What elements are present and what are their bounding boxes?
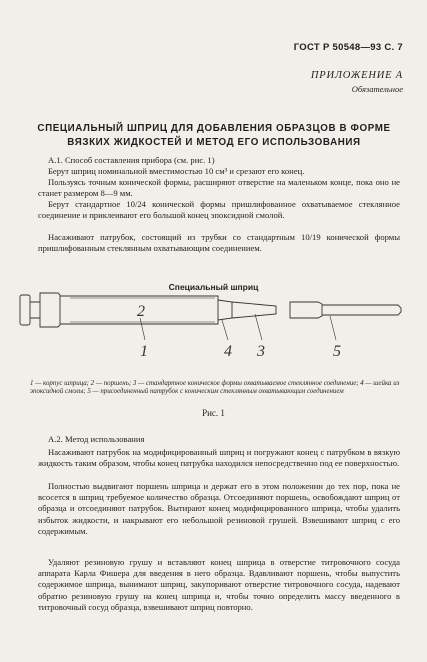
conical-joint-shape (232, 302, 276, 318)
section2-paragraph-3: Удаляют резиновую грушу и вставляют конец шприца в отверстие титровочного сосуда аппарата Карла Фишера для введения в него образца. Вдавливают поршень, чтобы выпустить содержимое шприца, вынимают шприц, закупоривают отверстие титровочного сосуда, надевают обратно резиновую грушу на конец шприца и, чтобы точно определить массу введенного в титровочный сосуд образца, взвешивают шприц повторно. (38, 557, 400, 612)
document-title: СПЕЦИАЛЬНЫЙ ШПРИЦ ДЛЯ ДОБАВЛЕНИЯ ОБРАЗЦОВ В ФОРМЕ ВЯЗКИХ ЖИДКОСТЕЙ И МЕТОД ЕГО ИСПОЛЬЗОВАНИЯ (37, 123, 391, 148)
section1-heading: А.1. Способ составления прибора (см. рис. 1) (48, 155, 215, 165)
figure-caption: 1 — корпус шприца; 2 — поршень; 3 — стандартное коническое формы охватываемое стеклянное соединение; 4 — шейка из эпоксидной смолы; 5 — присоединенный патрубок с коническим стеклянным охватывающим соединением (30, 380, 400, 396)
appendix-title: ПРИЛОЖЕНИЕ А (310, 70, 403, 81)
section1-paragraph-3: Берут стандартное 10/24 конической формы пришлифованное охватываемое стеклянное соединение и приклеивают его большой конец эпоксидной смолой. (38, 199, 400, 221)
section2-paragraph-2: Полностью выдвигают поршень шприца и держат его в этом положении до тех пор, пока не всосется в шприц требуемое количество образца. Отсоединяют поршень, освобождают шприц от образца и отсоединяют патрубок. Вытирают конец модифицированного шприца, чтобы удалить избыток жидкости, и накрывают его небольшой резиновой грушей. Взвешивают шприц с его содержимым. (38, 481, 400, 536)
label-conical-joint: 3 (257, 343, 265, 360)
figure-title: Специальный шприц (168, 282, 259, 292)
syringe-flange-shape (40, 293, 60, 327)
page-header: ГОСТ Р 50548—93 С. 7 (293, 42, 403, 53)
section2-paragraph-1: Насаживают патрубок на модифицированный шприц и погружают конец с патрубком в вязкую жидкость таким образом, чтобы конец патрубка находился непосредственно под ее поверхностью. (38, 447, 400, 469)
appendix-status: Обязательное (351, 84, 403, 94)
plunger-stem-shape (30, 302, 40, 318)
label-attached-tube: 5 (333, 343, 341, 360)
label-barrel: 1 (140, 343, 148, 360)
figure-number: Рис. 1 (202, 408, 225, 418)
epoxy-neck-shape (218, 300, 232, 320)
attached-tube-shape (322, 305, 401, 315)
plunger-knob-shape (20, 295, 30, 325)
label-epoxy-neck: 4 (224, 343, 232, 360)
label-plunger: 2 (137, 303, 145, 320)
section1-paragraph-1: Берут шприц номинальной вместимостью 10 см³ и срезают его конец. (48, 166, 305, 176)
section1-paragraph-2: Пользуясь точным конической формы, расширяют отверстие на маленьком конце, пока оно не станет размером 8—9 мм. (38, 177, 400, 199)
attached-tube-socket-shape (290, 302, 322, 318)
section1-paragraph-4: Насаживают патрубок, состоящий из трубки со стандартным 10/19 конической формы пришлифованным стеклянным охватывающим соединением. (38, 232, 400, 254)
appendix-block (311, 70, 403, 94)
syringe-diagram (0, 284, 427, 374)
section2-heading: А.2. Метод использования (48, 434, 145, 444)
